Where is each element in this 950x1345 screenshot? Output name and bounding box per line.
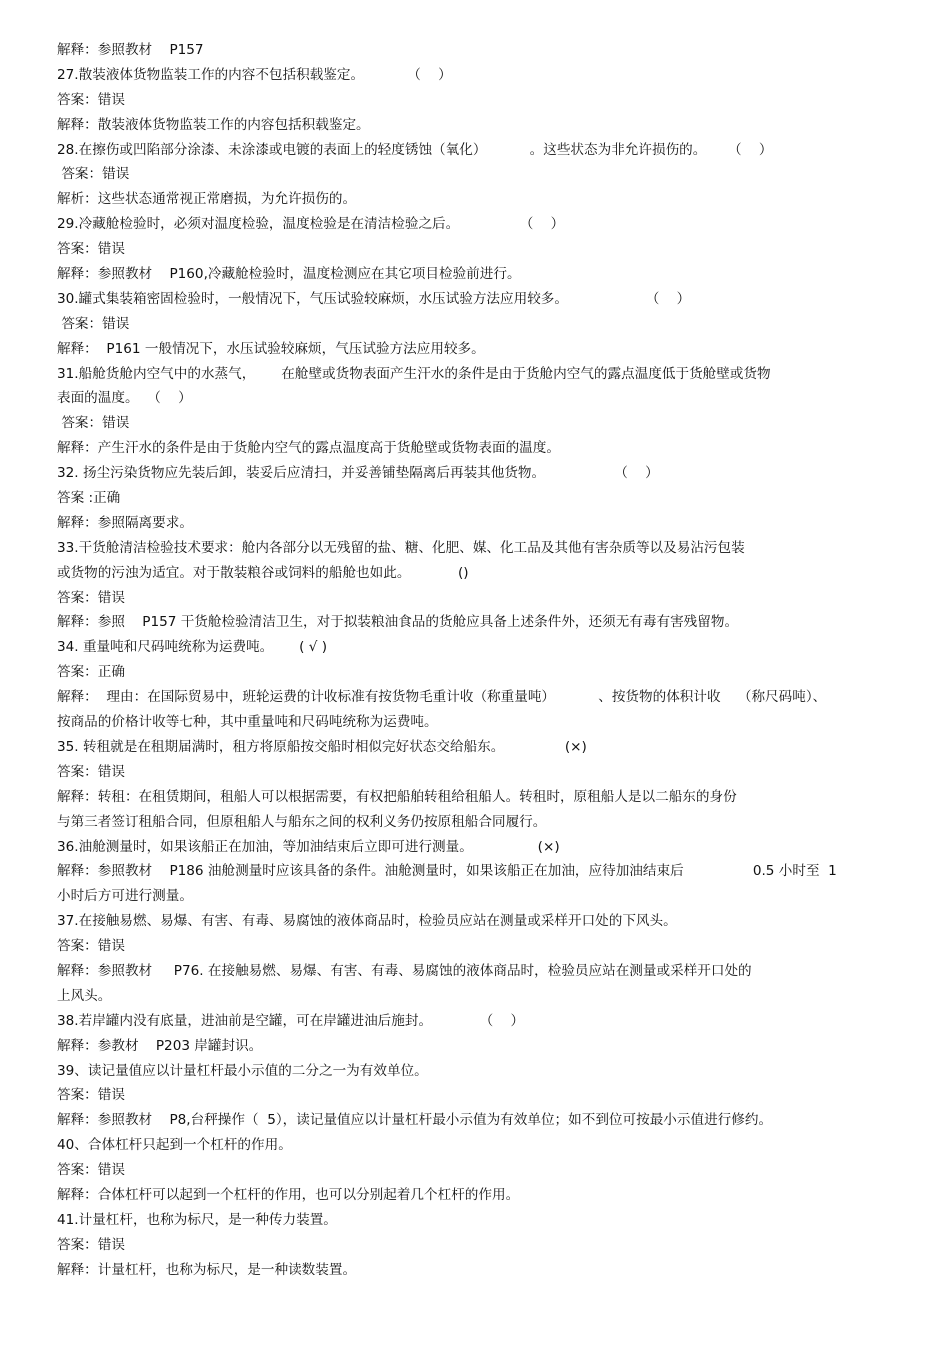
text-line: 解释： 理由：在国际贸易中，班轮运费的计收标准有按货物毛重计收（称重量吨） 、按货物的体积计收 （称尺码吨）、 xyxy=(57,689,827,706)
text-line: 解释：产生汗水的条件是由于货舱内空气的露点温度高于货舱壁或货物表面的温度。 xyxy=(57,440,560,457)
text-line: 41.计量杠杆，也称为标尺，是一种传力装置。 xyxy=(57,1211,337,1228)
text-line: 39、读记量值应以计量杠杆最小示值的二分之一为有效单位。 xyxy=(57,1062,428,1079)
text-line: 答案：错误 xyxy=(57,241,125,258)
text-line: 答案：错误 xyxy=(57,166,130,183)
text-line: 28.在擦伤或凹陷部分涂漆、未涂漆或电镀的表面上的轻度锈蚀（氧化） 。这些状态为非允许损伤的。 （ ） xyxy=(57,141,773,158)
text-line: 答案：错误 xyxy=(57,763,125,780)
text-line: 解释：参教材 P203 岸罐封识。 xyxy=(57,1037,263,1054)
text-line: 答案：错误 xyxy=(57,1162,125,1179)
text-line: 答案：错误 xyxy=(57,589,125,606)
text-line: 解释：参照教材 P160,冷藏舱检验时，温度检测应在其它项目检验前进行。 xyxy=(57,266,521,283)
text-line: 答案：正确 xyxy=(57,664,125,681)
text-line: 解释：转租：在租赁期间，租船人可以根据需要，有权把船舶转租给租船人。转租时，原租船人是以二船东的身份 xyxy=(57,788,737,805)
text-line: 29.冷藏舱检验时，必须对温度检验，温度检验是在清洁检验之后。 （ ） xyxy=(57,216,565,233)
text-line: 解释：参照教材 P157 xyxy=(57,42,204,58)
text-line: 38.若岸罐内没有底量，进油前是空罐，可在岸罐进油后施封。 （ ） xyxy=(57,1012,525,1029)
text-line: 37.在接触易燃、易爆、有害、有毒、易腐蚀的液体商品时，检验员应站在测量或采样开口处的下风头。 xyxy=(57,913,677,930)
text-line: 32. 扬尘污染货物应先装后卸，装妥后应清扫，并妥善铺垫隔离后再装其他货物。 （ ） xyxy=(57,465,659,482)
text-line: 解释：参照隔离要求。 xyxy=(57,514,193,531)
text-line: 解释：参照教材 P186 油舱测量时应该具备的条件。油舱测量时，如果该船正在加油，应待加油结束后 0.5 小时至 1 xyxy=(57,863,837,880)
text-line: 30.罐式集装箱密固检验时，一般情况下，气压试验较麻烦，水压试验方法应用较多。 （ ） xyxy=(57,290,691,307)
text-line: 解释：参照 P157 干货舱检验清洁卫生，对于拟装粮油食品的货舱应具备上述条件外，还须无有毒有害残留物。 xyxy=(57,614,739,631)
text-line: 解释： P161 一般情况下，水压试验较麻烦，气压试验方法应用较多。 xyxy=(57,340,485,357)
text-line: 解释：参照教材 P76. 在接触易燃、易爆、有害、有毒、易腐蚀的液体商品时，检验员应站在测量或采样开口处的 xyxy=(57,962,752,979)
text-line: 答案：错误 xyxy=(57,415,130,432)
text-line: 34. 重量吨和尺码吨统称为运费吨。 ( √ ) xyxy=(57,639,328,656)
text-line: 小时后方可进行测量。 xyxy=(57,888,193,905)
text-line: 33.干货舱清洁检验技术要求：舱内各部分以无残留的盐、糖、化肥、媒、化工品及其他有害杂质等以及易沾污包装 xyxy=(57,539,745,556)
text-line: 答案：错误 xyxy=(57,938,125,955)
text-line: 解释：参照教材 P8,台秤操作（ 5），读记量值应以计量杠杆最小示值为有效单位；如不到位可按最小示值进行修约。 xyxy=(57,1112,773,1129)
text-line: 答案：错误 xyxy=(57,91,125,108)
text-line: 36.油舱测量时，如果该船正在加油，等加油结束后立即可进行测量。 (×) xyxy=(57,838,560,855)
text-line: 35. 转租就是在租期届满时，租方将原船按交船时相似完好状态交给船东。 (×) xyxy=(57,738,587,755)
text-line: 40、合体杠杆只起到一个杠杆的作用。 xyxy=(57,1137,292,1154)
text-line: 按商品的价格计收等七种，其中重量吨和尺码吨统称为运费吨。 xyxy=(57,714,438,731)
text-line: 解释：散装液体货物监装工作的内容包括积载鉴定。 xyxy=(57,116,370,133)
text-line: 表面的温度。 （ ） xyxy=(57,390,192,407)
text-line: 解析：这些状态通常视正常磨损，为允许损伤的。 xyxy=(57,191,357,208)
text-line: 解释：合体杠杆可以起到一个杠杆的作用，也可以分别起着几个杠杆的作用。 xyxy=(57,1186,520,1203)
text-line: 答案：错误 xyxy=(57,315,130,332)
text-line: 答案 :正确 xyxy=(57,490,121,507)
text-line: 或货物的污浊为适宜。对于散装粮谷或饲料的船舱也如此。 () xyxy=(57,564,469,581)
text-line: 答案：错误 xyxy=(57,1236,125,1253)
text-line: 上风头。 xyxy=(57,987,112,1004)
text-line: 与第三者签订租船合同，但原租船人与船东之间的权利义务仍按原租船合同履行。 xyxy=(57,813,547,830)
text-line: 27.散装液体货物监装工作的内容不包括积载鉴定。 （ ） xyxy=(57,66,452,83)
text-line: 答案：错误 xyxy=(57,1087,125,1104)
text-line: 解释：计量杠杆，也称为标尺，是一种读数装置。 xyxy=(57,1261,357,1278)
document-body xyxy=(57,38,907,1283)
text-line: 31.船舱货舱内空气中的水蒸气， 在舱壁或货物表面产生汗水的条件是由于货舱内空气的露点温度低于货舱壁或货物 xyxy=(57,365,771,382)
